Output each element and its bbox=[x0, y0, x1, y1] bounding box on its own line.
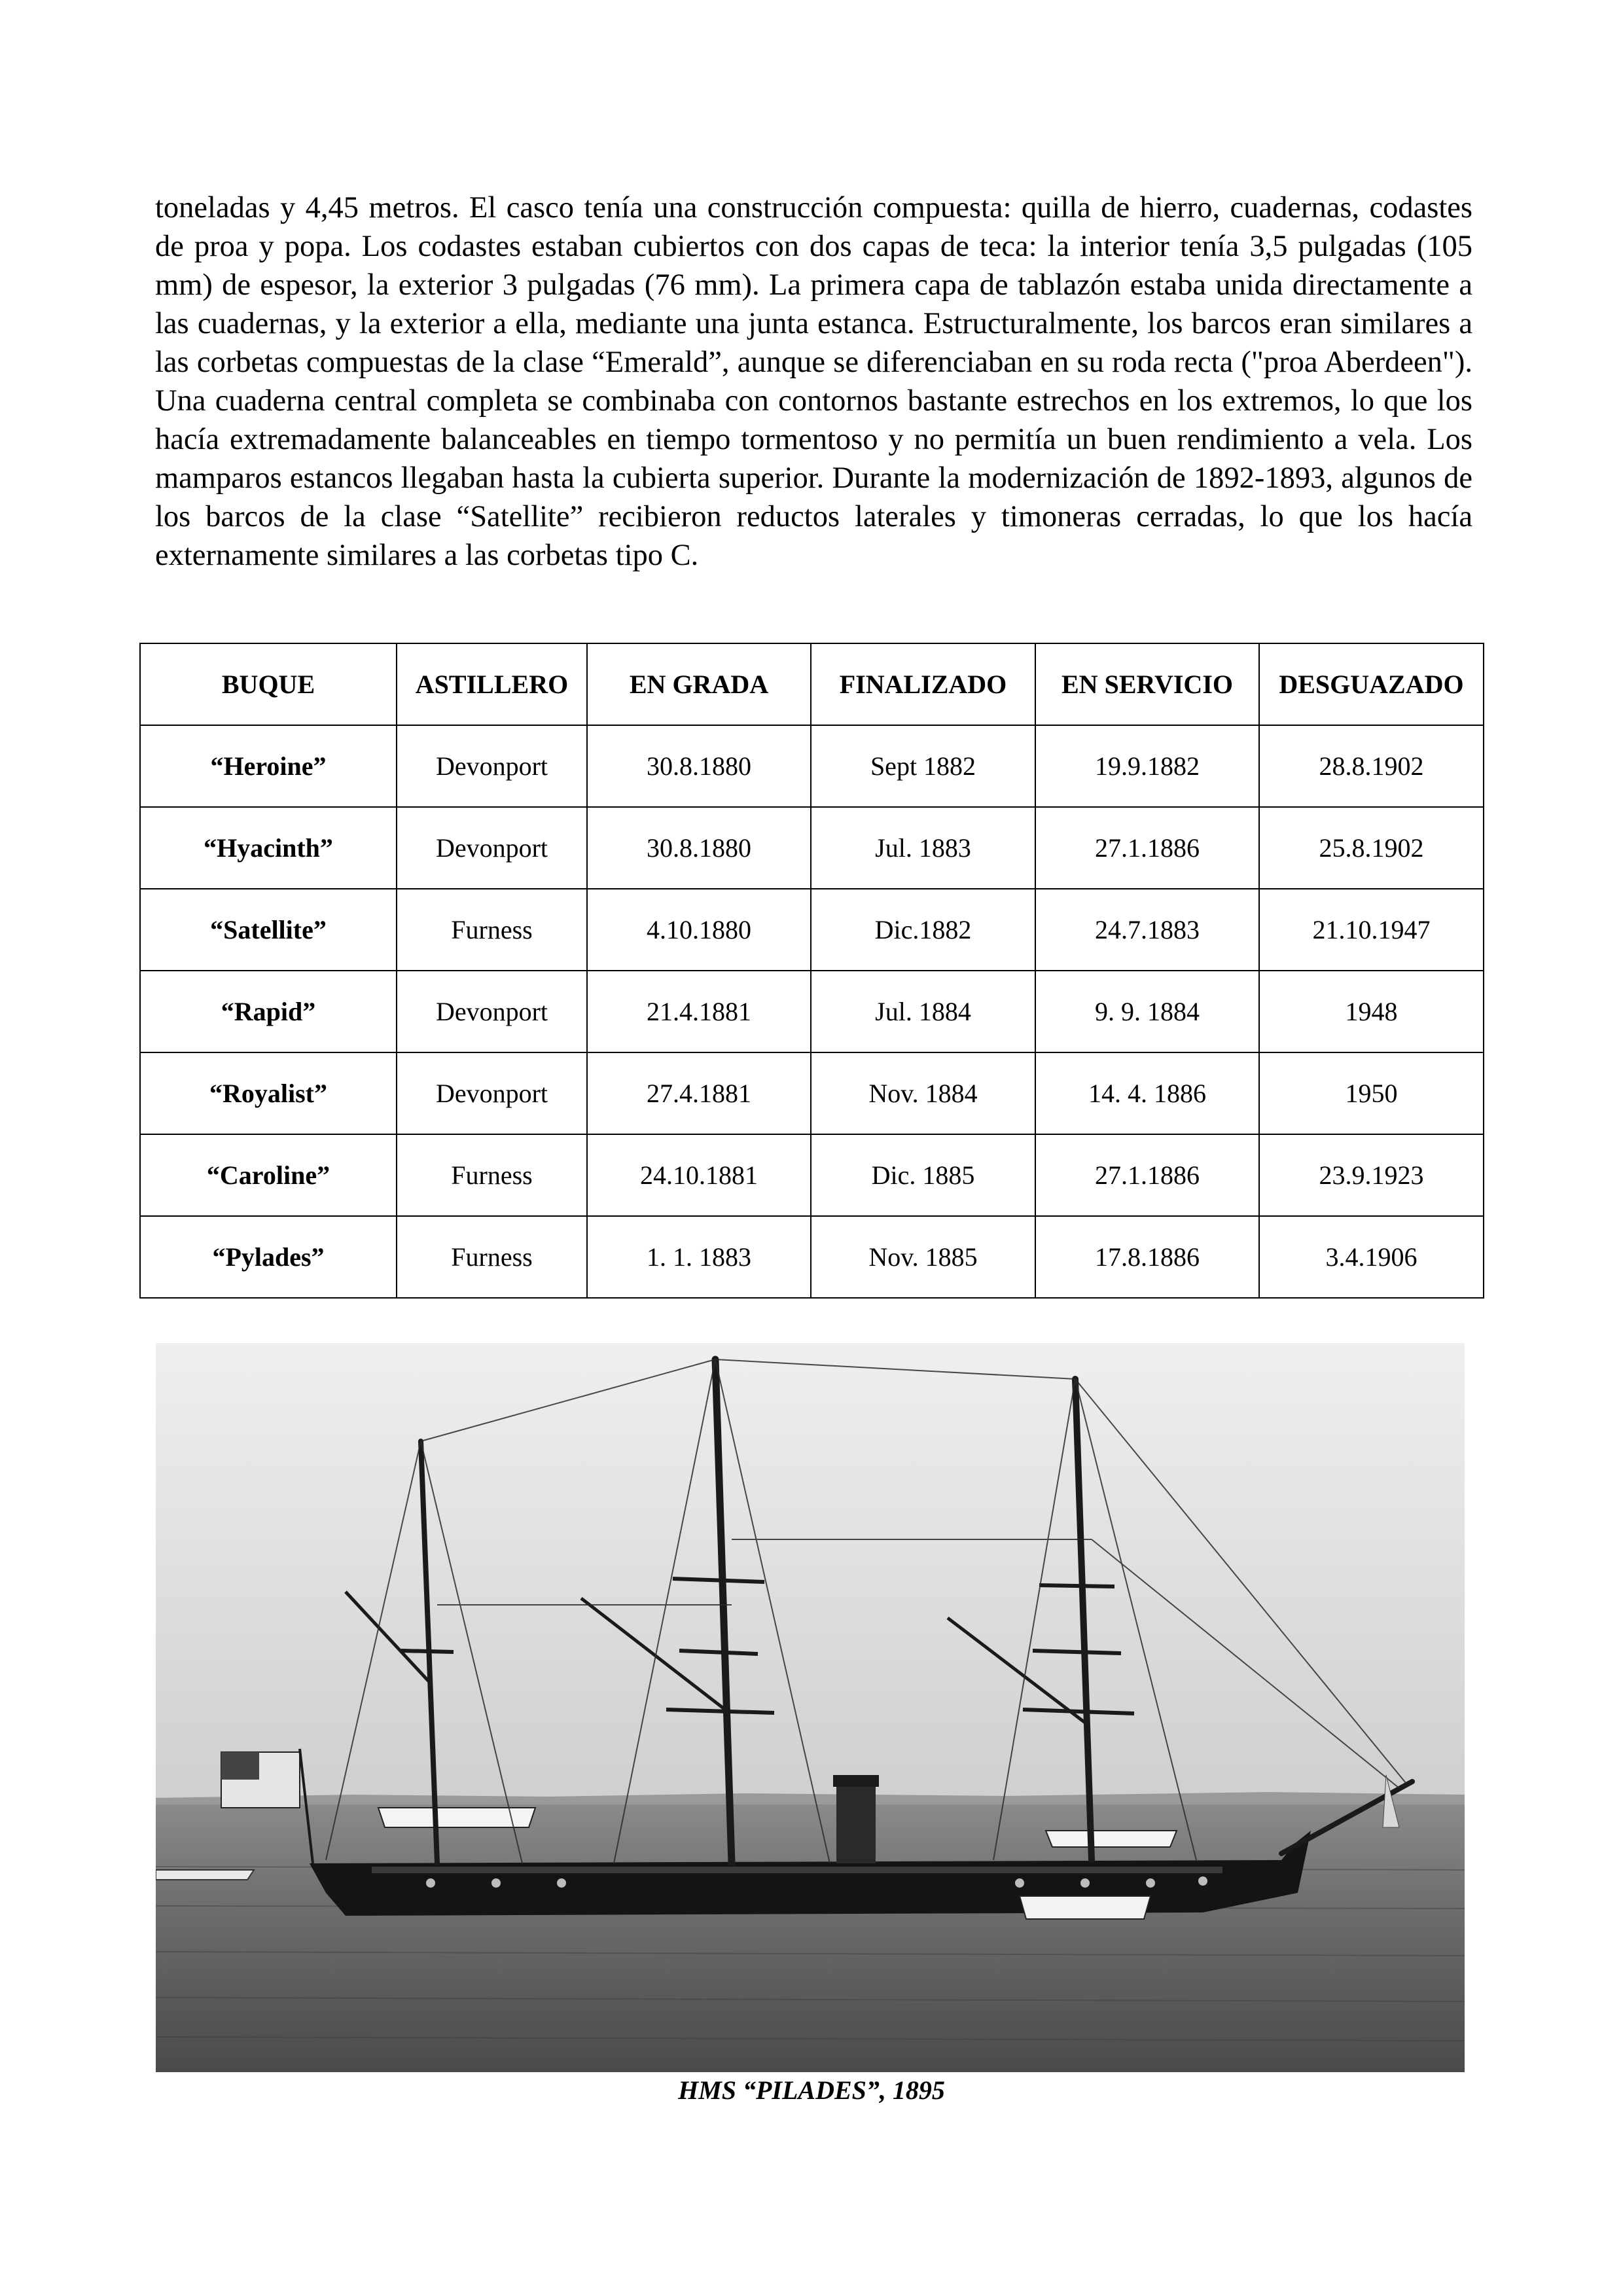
table-row bbox=[140, 725, 1484, 807]
header-buque: BUQUE bbox=[140, 643, 397, 725]
completed: Sept 1882 bbox=[811, 725, 1035, 807]
ship-name: “Caroline” bbox=[140, 1134, 397, 1216]
ship-name: “Hyacinth” bbox=[140, 807, 397, 889]
shipyard: Devonport bbox=[397, 1052, 587, 1134]
ship-name: “Royalist” bbox=[140, 1052, 397, 1134]
laid-down: 27.4.1881 bbox=[587, 1052, 811, 1134]
commissioned: 24.7.1883 bbox=[1035, 889, 1259, 971]
scrapped: 21.10.1947 bbox=[1259, 889, 1484, 971]
table-row bbox=[140, 807, 1484, 889]
header-en-grada: EN GRADA bbox=[587, 643, 811, 725]
ship-name: “Rapid” bbox=[140, 971, 397, 1052]
commissioned: 27.1.1886 bbox=[1035, 807, 1259, 889]
shipyard: Furness bbox=[397, 889, 587, 971]
laid-down: 1. 1. 1883 bbox=[587, 1216, 811, 1298]
laid-down: 30.8.1880 bbox=[587, 807, 811, 889]
table-row bbox=[140, 889, 1484, 971]
boat-alongside bbox=[1020, 1896, 1150, 1919]
shipyard: Devonport bbox=[397, 725, 587, 807]
commissioned: 9. 9. 1884 bbox=[1035, 971, 1259, 1052]
ensign-canton bbox=[221, 1752, 259, 1780]
laid-down: 30.8.1880 bbox=[587, 725, 811, 807]
laid-down: 4.10.1880 bbox=[587, 889, 811, 971]
photo-caption: HMS “PILADES”, 1895 bbox=[678, 2075, 945, 2105]
header-desguazado: DESGUAZADO bbox=[1259, 643, 1484, 725]
table-row bbox=[140, 971, 1484, 1052]
completed: Jul. 1884 bbox=[811, 971, 1035, 1052]
completed: Nov. 1884 bbox=[811, 1052, 1035, 1134]
table-row bbox=[140, 1216, 1484, 1298]
funnel bbox=[836, 1778, 876, 1863]
completed: Dic.1882 bbox=[811, 889, 1035, 971]
shipyard: Devonport bbox=[397, 807, 587, 889]
commissioned: 19.9.1882 bbox=[1035, 725, 1259, 807]
ship-illustration bbox=[156, 1343, 1465, 2072]
scrapped: 23.9.1923 bbox=[1259, 1134, 1484, 1216]
shipyard: Devonport bbox=[397, 971, 587, 1052]
shipyard: Furness bbox=[397, 1216, 587, 1298]
table-header-row bbox=[140, 643, 1484, 725]
header-astillero: ASTILLERO bbox=[397, 643, 587, 725]
table-row bbox=[140, 1134, 1484, 1216]
scrapped: 1950 bbox=[1259, 1052, 1484, 1134]
ship-name: “Satellite” bbox=[140, 889, 397, 971]
commissioned: 14. 4. 1886 bbox=[1035, 1052, 1259, 1134]
rowboat-left bbox=[156, 1870, 254, 1880]
ship-name: “Pylades” bbox=[140, 1216, 397, 1298]
funnel-cap bbox=[833, 1775, 879, 1787]
scrapped: 25.8.1902 bbox=[1259, 807, 1484, 889]
header-en-servicio: EN SERVICIO bbox=[1035, 643, 1259, 725]
sky bbox=[156, 1343, 1465, 1801]
scrapped: 3.4.1906 bbox=[1259, 1216, 1484, 1298]
ship-name: “Heroine” bbox=[140, 725, 397, 807]
scrapped: 28.8.1902 bbox=[1259, 725, 1484, 807]
scrapped: 1948 bbox=[1259, 971, 1484, 1052]
laid-down: 24.10.1881 bbox=[587, 1134, 811, 1216]
hull-stripe bbox=[372, 1867, 1222, 1873]
sea bbox=[156, 1804, 1465, 2072]
ships-table bbox=[139, 643, 1484, 1299]
completed: Jul. 1883 bbox=[811, 807, 1035, 889]
completed: Nov. 1885 bbox=[811, 1216, 1035, 1298]
sailing-ship-photo bbox=[156, 1343, 1465, 2072]
body-paragraph: toneladas y 4,45 metros. El casco tenía una construcción compuesta: quilla de hierro, cuadernas, codastes de proa y popa. Los codastes estaban cubiertos con dos capas de teca: la interior tenía 3,5 pulgadas (105 mm) de espesor, la exterior 3 pulgadas (76 mm). La primera capa de tablazón estaba unida directamente a las cuadernas, y la exterior a ella, mediante una junta estanca. Estructuralmente, los barcos eran similares a las corbetas compuestas de la clase “Emerald”, aunque se diferenciaban en su roda recta ("proa Aberdeen"). Una cuaderna central completa se combinaba con contornos bastante estrechos en los extremos, lo que los hacía extremadamente balanceables en tiempo tormentoso y no permitía un buen rendimiento a vela. Los mamparos estancos llegaban hasta la cubierta superior. Durante la modernización de 1892-1893, algunos de los barcos de la clase “Satellite” recibieron reductos laterales y timoneras cerradas, lo que los hacía externamente similares a las corbetas tipo C. bbox=[155, 191, 1472, 572]
header-finalizado: FINALIZADO bbox=[811, 643, 1035, 725]
commissioned: 17.8.1886 bbox=[1035, 1216, 1259, 1298]
shipyard: Furness bbox=[397, 1134, 587, 1216]
completed: Dic. 1885 bbox=[811, 1134, 1035, 1216]
lifeboat-fore bbox=[1046, 1831, 1177, 1847]
laid-down: 21.4.1881 bbox=[587, 971, 811, 1052]
table-row bbox=[140, 1052, 1484, 1134]
commissioned: 27.1.1886 bbox=[1035, 1134, 1259, 1216]
